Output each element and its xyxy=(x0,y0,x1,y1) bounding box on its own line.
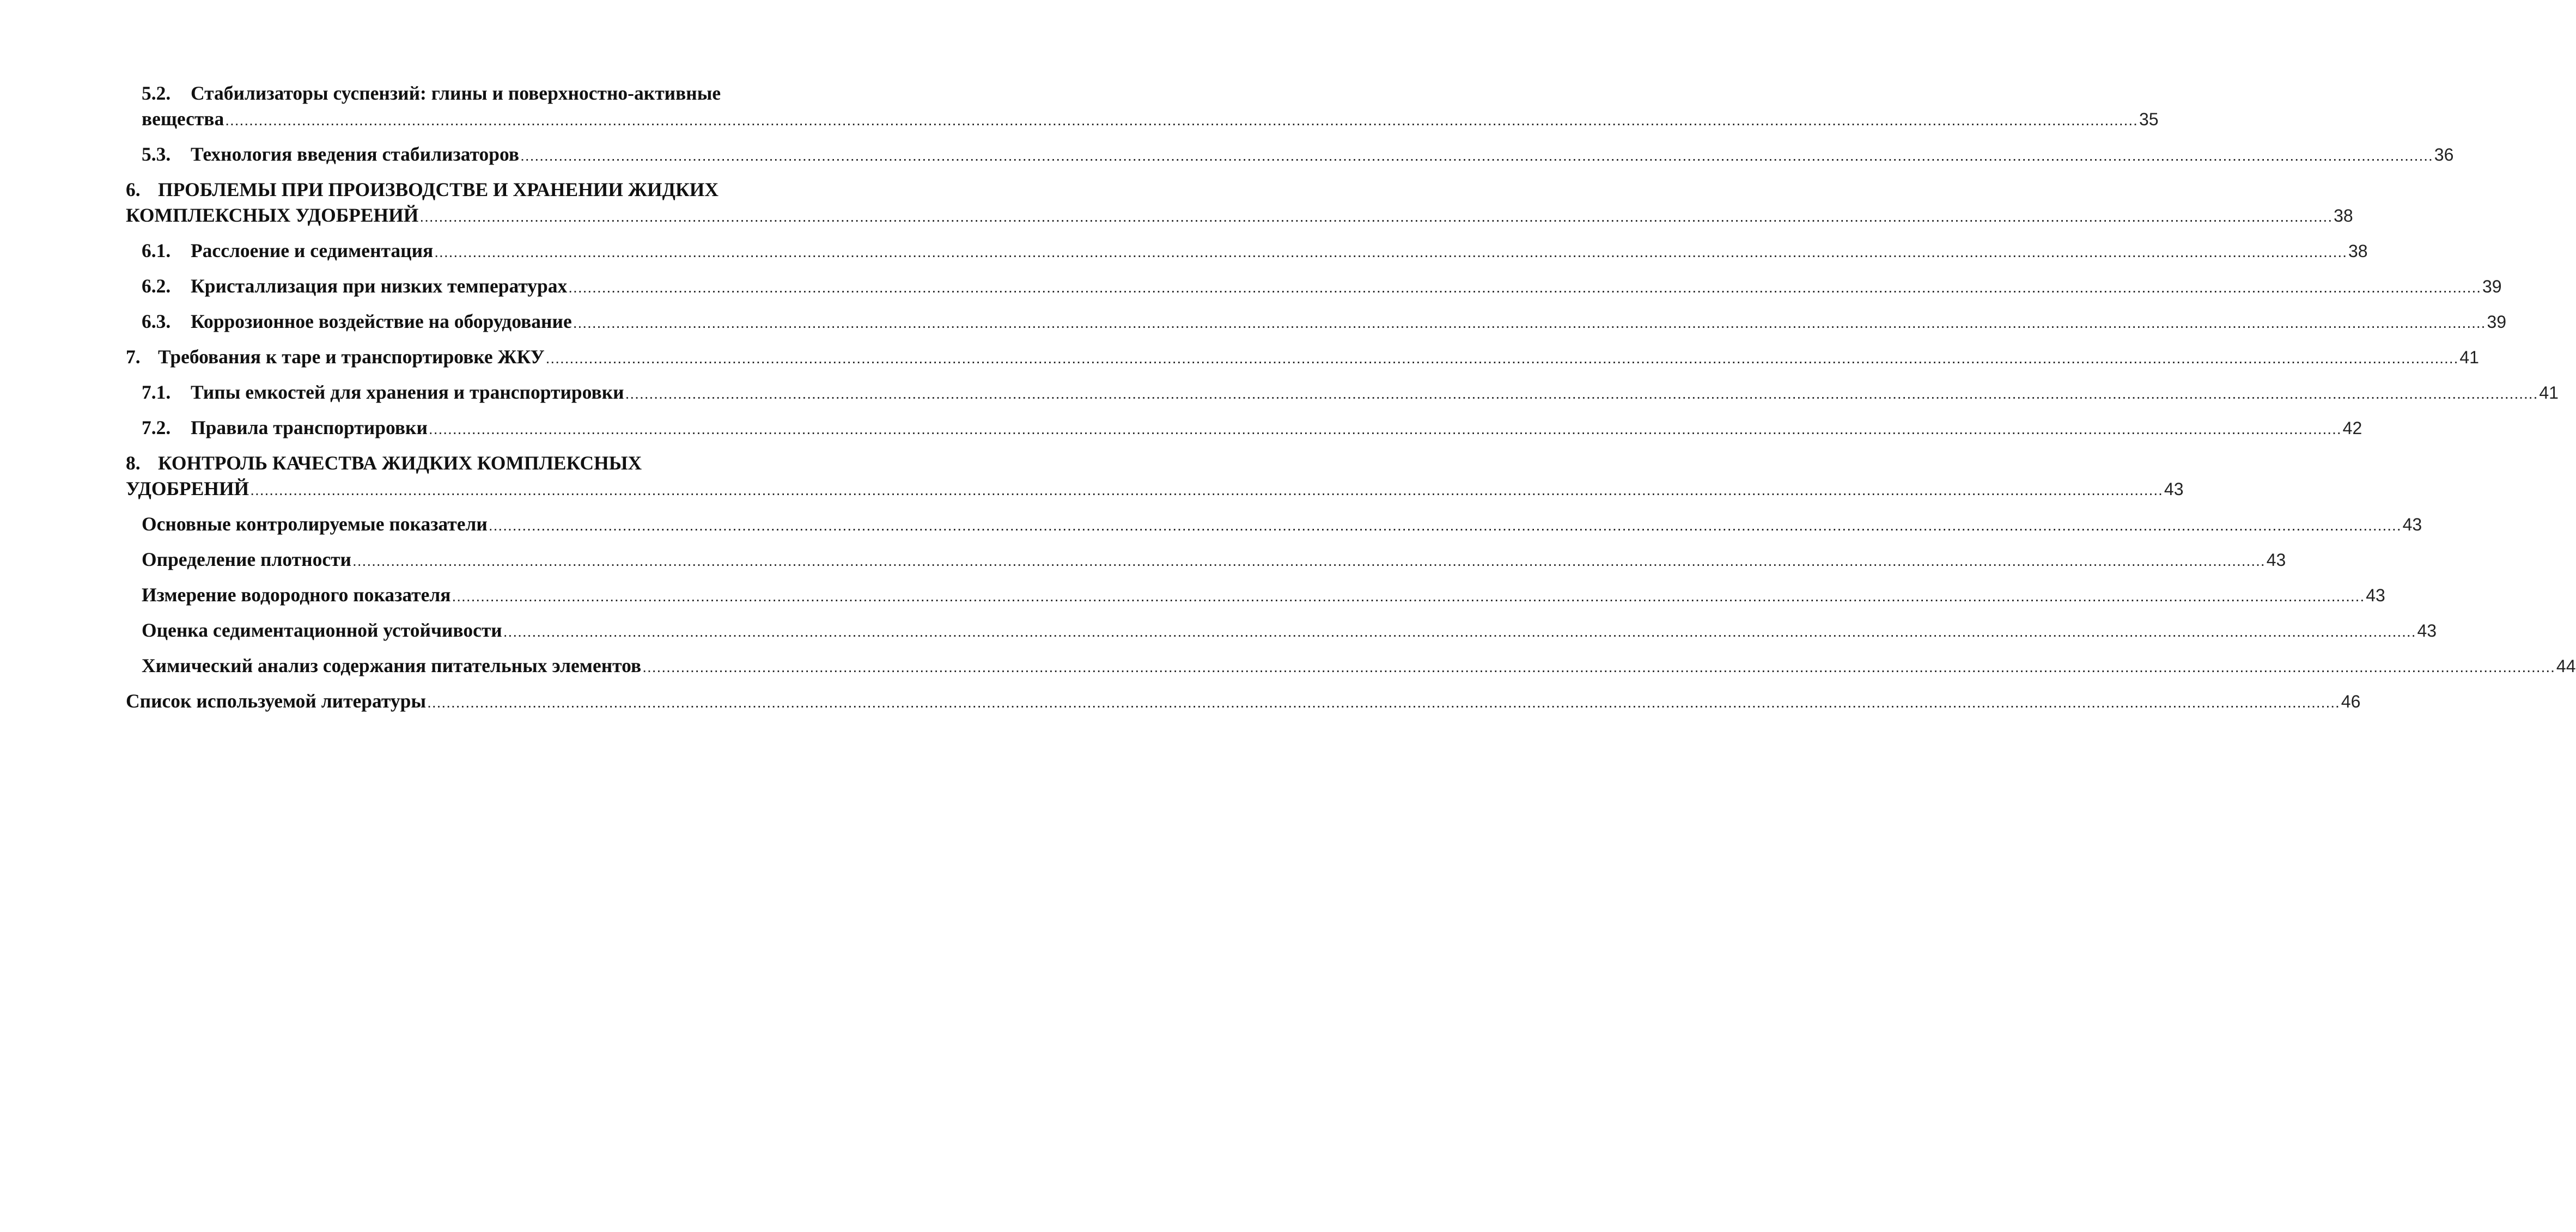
dot-leader: ................................................................................................................................................................................................................................................................................................................................................................................................................ xyxy=(503,623,2416,640)
toc-entry[interactable] xyxy=(126,344,2479,371)
toc-entry[interactable] xyxy=(126,309,2507,336)
toc-entry-title: Оценка седиментационной устойчивости xyxy=(142,619,502,641)
toc-entry[interactable] xyxy=(126,81,2159,133)
toc-entry-number: 6. xyxy=(126,179,141,200)
dot-leader: ................................................................................................................................................................................................................................................................................................................................................................................................................ xyxy=(568,279,2481,296)
toc-entry-page: 38 xyxy=(2334,206,2353,225)
dot-leader: ................................................................................................................................................................................................................................................................................................................................................................................................................ xyxy=(573,314,2486,331)
toc-entry-title: Типы емкостей для хранения и транспортировки xyxy=(191,381,624,403)
dot-leader: ................................................................................................................................................................................................................................................................................................................................................................................................................ xyxy=(225,112,2138,129)
toc-entry-title-line2: КОМПЛЕКСНЫХ УДОБРЕНИЙ xyxy=(126,204,419,226)
toc-entry-number: 6.3. xyxy=(142,310,171,332)
toc-entry-page: 38 xyxy=(2348,241,2368,261)
toc-entry[interactable] xyxy=(126,142,2454,168)
toc-entry-title: Правила транспортировки xyxy=(191,417,428,438)
dot-leader: ................................................................................................................................................................................................................................................................................................................................................................................................................ xyxy=(352,552,2266,569)
toc-entry-title: Кристаллизация при низких температурах xyxy=(191,275,568,297)
toc-entry-page: 35 xyxy=(2139,109,2159,129)
toc-entry-number: 5.2. xyxy=(142,82,171,104)
dot-leader: ................................................................................................................................................................................................................................................................................................................................................................................................................ xyxy=(250,481,2163,498)
toc-entry[interactable] xyxy=(126,238,2368,265)
dot-leader: ................................................................................................................................................................................................................................................................................................................................................................................................................ xyxy=(545,350,2459,367)
table-of-contents xyxy=(126,81,2576,724)
toc-entry[interactable] xyxy=(126,688,2361,715)
dot-leader: ................................................................................................................................................................................................................................................................................................................................................................................................................ xyxy=(427,694,2340,711)
dot-leader: ................................................................................................................................................................................................................................................................................................................................................................................................................ xyxy=(419,208,2333,225)
toc-entry[interactable] xyxy=(126,450,2184,503)
toc-entry[interactable] xyxy=(126,273,2502,300)
toc-entry-title-line1: ПРОБЛЕМЫ ПРИ ПРОИЗВОДСТВЕ И ХРАНЕНИИ ЖИДКИХ xyxy=(158,179,719,200)
toc-entry-number: 7.1. xyxy=(142,381,171,403)
toc-entry-title: Измерение водородного показателя xyxy=(142,584,451,606)
toc-entry-page: 41 xyxy=(2539,383,2559,402)
toc-entry-number: 7. xyxy=(126,346,141,368)
toc-entry-number: 6.1. xyxy=(142,240,171,261)
toc-entry[interactable] xyxy=(126,582,2385,609)
toc-entry-title: Основные контролируемые показатели xyxy=(142,513,488,535)
toc-entry-title: Расслоение и седиментация xyxy=(191,240,434,261)
toc-entry-title: Определение плотности xyxy=(142,548,351,570)
toc-entry-page: 43 xyxy=(2266,550,2286,570)
toc-entry-number: 5.3. xyxy=(142,143,171,165)
toc-entry[interactable] xyxy=(126,177,2353,229)
toc-entry-title-line1: Стабилизаторы суспензий: глины и поверхностно-активные xyxy=(191,82,721,104)
toc-entry[interactable] xyxy=(126,653,2576,680)
toc-entry-title: Технология введения стабилизаторов xyxy=(191,143,520,165)
toc-entry-title: Требования к таре и транспортировке ЖКУ xyxy=(158,346,545,368)
toc-entry[interactable] xyxy=(126,547,2286,574)
toc-entry-page: 46 xyxy=(2341,692,2361,711)
toc-entry-title: Химический анализ содержания питательных элементов xyxy=(142,655,642,676)
toc-entry-number: 8. xyxy=(126,452,141,474)
toc-entry[interactable] xyxy=(126,415,2362,442)
toc-entry-title: Список используемой литературы xyxy=(126,690,427,712)
dot-leader: ................................................................................................................................................................................................................................................................................................................................................................................................................ xyxy=(488,517,2402,534)
toc-entry-title: Коррозионное воздействие на оборудование xyxy=(191,310,572,332)
toc-entry[interactable] xyxy=(126,618,2437,644)
toc-entry-page: 43 xyxy=(2164,479,2184,499)
dot-leader: ................................................................................................................................................................................................................................................................................................................................................................................................................ xyxy=(452,588,2365,605)
toc-entry-page: 36 xyxy=(2434,145,2454,164)
dot-leader: ................................................................................................................................................................................................................................................................................................................................................................................................................ xyxy=(428,420,2342,437)
toc-entry-page: 41 xyxy=(2459,347,2479,367)
toc-entry[interactable] xyxy=(126,511,2422,538)
toc-entry-page: 39 xyxy=(2487,312,2507,332)
dot-leader: ................................................................................................................................................................................................................................................................................................................................................................................................................ xyxy=(434,243,2347,260)
toc-entry-title-line1: КОНТРОЛЬ КАЧЕСТВА ЖИДКИХ КОМПЛЕКСНЫХ xyxy=(158,452,642,474)
toc-entry-number: 6.2. xyxy=(142,275,171,297)
dot-leader: ................................................................................................................................................................................................................................................................................................................................................................................................................ xyxy=(642,658,2555,675)
toc-entry-page: 43 xyxy=(2402,515,2422,534)
dot-leader: ................................................................................................................................................................................................................................................................................................................................................................................................................ xyxy=(520,147,2433,164)
toc-entry-page: 43 xyxy=(2417,621,2437,641)
toc-entry-title-line2: УДОБРЕНИЙ xyxy=(126,478,249,499)
dot-leader: ................................................................................................................................................................................................................................................................................................................................................................................................................ xyxy=(625,385,2538,402)
toc-entry[interactable] xyxy=(126,380,2559,406)
toc-entry-number: 7.2. xyxy=(142,417,171,438)
toc-entry-page: 39 xyxy=(2482,277,2502,296)
toc-entry-title-line2: вещества xyxy=(142,108,224,130)
toc-entry-page: 44 xyxy=(2556,656,2576,676)
toc-entry-page: 42 xyxy=(2342,418,2362,438)
toc-entry-page: 43 xyxy=(2366,585,2385,605)
